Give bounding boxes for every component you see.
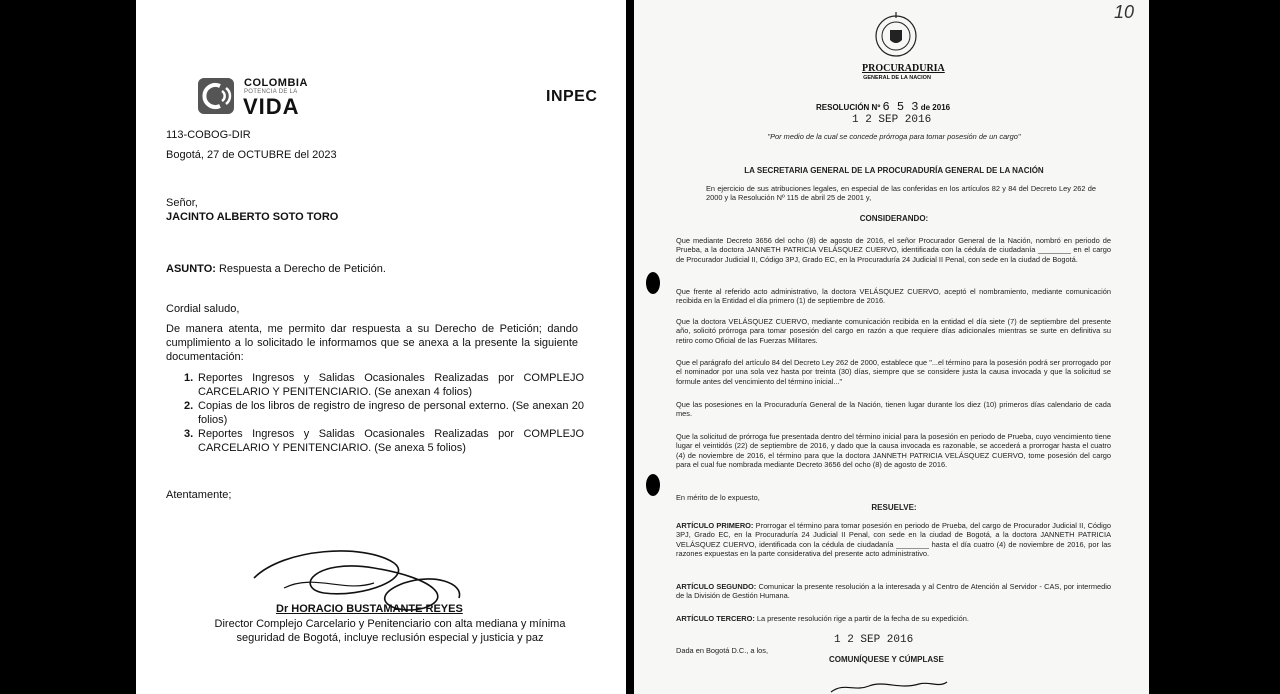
date-stamp: 1 2 SEP 2016 (852, 114, 932, 126)
letter-date: Bogotá, 27 de OCTUBRE del 2023 (166, 149, 337, 161)
article-1 (676, 521, 1111, 559)
resolution-line (816, 100, 950, 114)
attachment-list (184, 371, 584, 455)
article-2-text: Comunicar la presente resolución a la interesada y al Centro de Atención al Servidor - CAS, por intermedio de la División de Gestión Humana. (676, 582, 1111, 601)
date-stamp-2: 1 2 SEP 2016 (834, 634, 914, 646)
paragraph-5: Que las posesiones en la Procuraduría General de la Nación, tienen lugar durante los diez (10) primeros días calendario de cada mes. (676, 400, 1111, 419)
article-3-text: La presente resolución rige a partir de la fecha de su expedición. (756, 614, 969, 623)
merit-line: En mérito de lo expuesto, (676, 493, 760, 502)
resuelve-heading: RESUELVE: (871, 503, 917, 512)
signer-name: Dr HORACIO BUSTAMANTE REYES (276, 603, 463, 615)
paragraph-2: Que frente al referido acto administrativo, la doctora VELÁSQUEZ CUERVO, aceptó el nombramiento, mediante comunicación recibida en la Entidad el día primero (1) de septiembre de 2016. (676, 287, 1111, 306)
reference-code: 113-COBOG-DIR (166, 129, 251, 141)
article-2-label: ARTÍCULO SEGUNDO: (676, 582, 757, 591)
logo-colombia-text: COLOMBIA (244, 77, 308, 89)
paragraph-1: Que mediante Decreto 3656 del ocho (8) de agosto de 2016, el señor Procurador General de la Nación, nombró en periodo de Prueba, a la doctora JANNETH PATRICIA VELÁSQUEZ CUERVO, identificada con la cédula de ciudadanía ________ en el cargo de Procurador Judicial II, Código 3PJ, Grado EC, en la Procuraduría 24 Judicial II Penal, con sede en la ciudad de Bogotá. (676, 236, 1111, 264)
inpec-letter-page (136, 0, 626, 694)
resolution-year: de 2016 (920, 103, 951, 112)
logo-potencia-text: POTENCIA DE LA (244, 89, 298, 95)
resolution-label: RESOLUCIÓN Nº (816, 103, 881, 112)
logo-vida-text: VIDA (243, 94, 300, 119)
punch-hole (646, 272, 660, 294)
paragraph-6: Que la solicitud de prórroga fue presentada dentro del término inicial para la posesión en periodo de Prueba, cuyo vencimiento tiene lugar el veintidós (22) de septiembre de 2016, y dado que la causa invocada es razonable, se accederá a prorrogar hasta el cuatro (4) de noviembre de 2016, el término para que la doctora JANNETH PATRICIA VELÁSQUEZ CUERVO, tome posesión del cargo para el cual fue nombrada mediante Decreto 3656 del ocho (8) de agosto de 2016. (676, 432, 1111, 470)
considerando-heading: CONSIDERANDO: (859, 214, 929, 223)
closing: Atentamente; (166, 489, 232, 501)
signature-fragment (829, 676, 949, 694)
inpec-logo: INPEC (546, 88, 598, 105)
colombia-logo-icon (198, 78, 234, 114)
resolution-heading: LA SECRETARIA GENERAL DE LA PROCURADURÍA GENERAL DE LA NACIÓN (744, 166, 1044, 175)
article-1-label: ARTÍCULO PRIMERO: (676, 521, 754, 530)
recipient-name: JACINTO ALBERTO SOTO TORO (166, 211, 339, 223)
procuraduria-seal-icon (870, 10, 922, 62)
list-item: 3. Reportes Ingresos y Salidas Ocasionales Realizadas por COMPLEJO CARCELARIO Y PENITENCIARIO. (Se anexa 5 folios) (184, 428, 584, 454)
subject-text: Respuesta a Derecho de Petición. (218, 263, 386, 275)
list-item: 2. Copias de los libros de registro de ingreso de personal externo. (Se anexan 20 folios) (184, 400, 584, 426)
subject-label: ASUNTO: (166, 263, 216, 275)
list-item: 1. Reportes Ingresos y Salidas Ocasionales Realizadas por COMPLEJO CARCELARIO Y PENITENCIARIO. (Se anexan 4 folios) (184, 372, 584, 398)
comuniquese: COMUNÍQUESE Y CÚMPLASE (829, 655, 944, 664)
seal-title: PROCURADURIA (862, 63, 945, 74)
greeting: Cordial saludo, (166, 303, 240, 315)
resolution-number: 6 5 3 (882, 100, 919, 114)
article-3-label: ARTÍCULO TERCERO: (676, 614, 755, 623)
punch-hole (646, 474, 660, 496)
given-line: Dada en Bogotá D.C., a los, (676, 646, 769, 655)
signer-title: Director Complejo Carcelario y Penitenciario con alta mediana y mínima seguridad de Bogotá, incluye reclusión especial y justicia y paz (214, 618, 566, 644)
paragraph-4: Que el parágrafo del artículo 84 del Decreto Ley 262 de 2000, establece que "...el término para la posesión podrá ser prorrogado por el nominador por una sola vez hasta por treinta (30) días, siempre que se considere justa la causa invocada y que la solicitud se formule antes del vencimiento del término inicial..." (676, 358, 1111, 386)
article-3 (676, 614, 1111, 623)
article-1-text: Prorrogar el término para tomar posesión en periodo de Prueba, del cargo de Procurador Judicial II, Código 3PJ, Grado EC, en la Procuraduría 24 Judicial II Penal, con sede en la ciudad de Bogotá, a la doctora JANNETH PATRICIA VELÁSQUEZ CUERVO, identificada con la cédula de ciudadanía ________ hasta el día cuatro (4) de noviembre de 2016, por las razones expuestas en la parte considerativa del presente acto administrativo. (676, 521, 1112, 559)
salutation: Señor, (166, 197, 198, 209)
procuraduria-resolution-page (634, 0, 1149, 694)
paragraph-3: Que la doctora VELÁSQUEZ CUERVO, mediante comunicación recibida en la entidad el día siete (7) de septiembre del presente año, solicitó prórroga para tomar posesión del cargo en razón a que requiere días adicionales mientras se surte en definitiva su retiro como Oficial de las Fuerzas Militares. (676, 317, 1111, 345)
seal-subtitle: GENERAL DE LA NACION (863, 75, 931, 81)
page-mark: 10 (1114, 2, 1135, 22)
letter-body: De manera atenta, me permito dar respuesta a su Derecho de Petición; dando cumplimiento a lo solicitado le informamos que se anexa a la presente la siguiente documentación: (166, 323, 578, 363)
resolution-intro: En ejercicio de sus atribuciones legales, en especial de las conferidas en los artículos 82 y 84 del Decreto Ley 262 de 2000 y la Resolución Nº 115 de abril 25 de 2001 y, (706, 184, 1096, 203)
subject-line (166, 262, 386, 276)
resolution-subtitle: "Por medio de la cual se concede prórroga para tomar posesión de un cargo" (767, 132, 1021, 141)
article-2 (676, 582, 1111, 601)
